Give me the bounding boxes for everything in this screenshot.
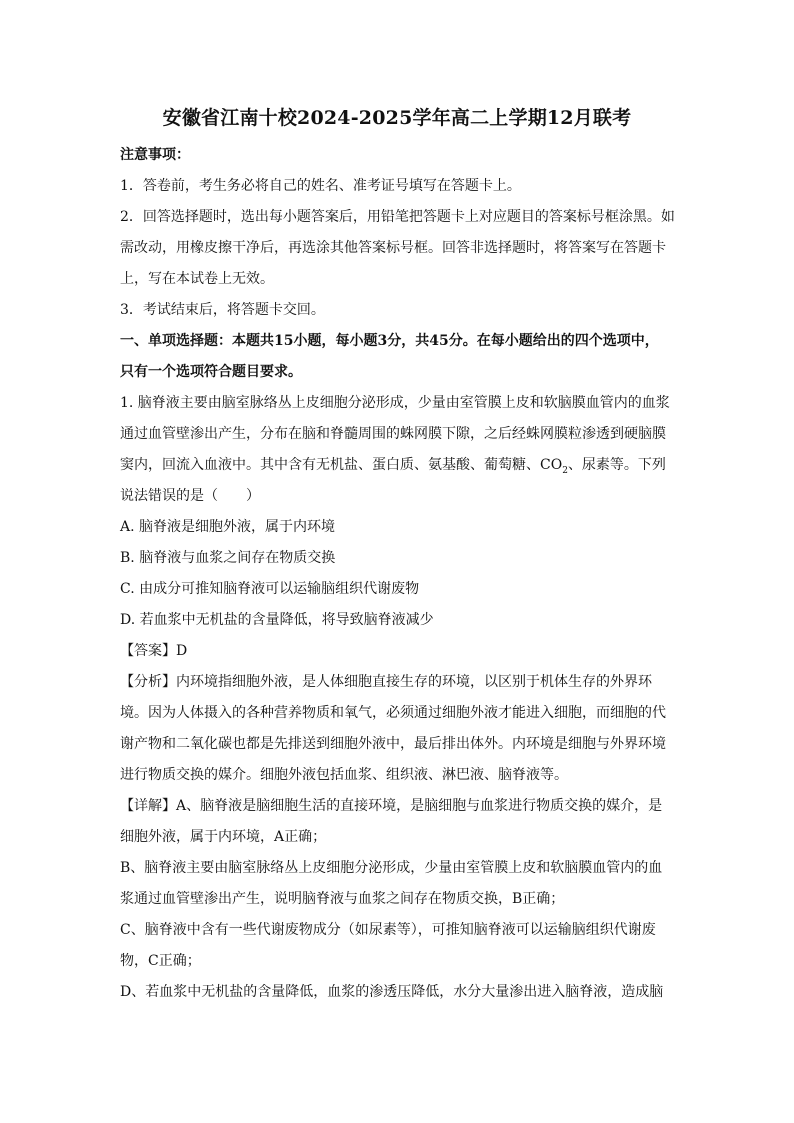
- detail-line-7: D、若血浆中无机盐的含量降低，血浆的渗透压降低，水分大量渗出进入脑脊液，造成脑: [120, 984, 664, 1000]
- section-heading-line-1: 一、单项选择题：本题共15小题，每小题3分，共45分。在每小题给出的四个选项中，: [120, 333, 659, 349]
- question-1-line-3: [120, 456, 666, 480]
- question-1-line-3-pre: 窦内，回流入血液中。其中含有无机盐、蛋白质、氨基酸、葡萄糖、CO: [120, 457, 563, 473]
- notice-item-2-line-1: 2．回答选择题时，选出每小题答案后，用铅笔把答题卡上对应题目的答案标号框涂黑。如: [120, 209, 675, 225]
- option-d: D. 若血浆中无机盐的含量降低，将导致脑脊液减少: [120, 612, 434, 628]
- analysis-line-4: 进行物质交换的媒介。细胞外液包括血浆、组织液、淋巴液、脑脊液等。: [120, 767, 568, 783]
- detail-line-4: 浆通过血管壁渗出产生，说明脑脊液与血浆之间存在物质交换，B正确；: [120, 891, 565, 907]
- option-c: C. 由成分可推知脑脊液可以运输脑组织代谢废物: [120, 581, 420, 597]
- question-1-line-3-post: 、尿素等。下列: [567, 457, 666, 473]
- notice-item-2-line-2: 需改动，用橡皮擦干净后，再选涂其他答案标号框。回答非选择题时，将答案写在答题卡: [120, 240, 666, 256]
- notice-item-3: 3．考试结束后，将答题卡交回。: [120, 302, 325, 318]
- answer-line: 【答案】D: [120, 643, 188, 659]
- co2-subscript: 2: [562, 465, 568, 476]
- analysis-line-2: 境。因为人体摄入的各种营养物质和氧气，必须通过细胞外液才能进入细胞，而细胞的代: [120, 705, 666, 721]
- question-1-line-1: 1. 脑脊液主要由脑室脉络丛上皮细胞分泌形成，少量由室管膜上皮和软脑膜血管内的血浆: [120, 395, 670, 411]
- page-title: 安徽省江南十校2024-2025学年高二上学期12月联考: [162, 107, 632, 129]
- detail-line-1: 【详解】A、脑脊液是脑细胞生活的直接环境，是脑细胞与血浆进行物质交换的媒介，是: [120, 798, 663, 814]
- question-1-line-2: 通过血管壁渗出产生，分布在脑和脊髓周围的蛛网膜下隙，之后经蛛网膜粒渗透到硬脑膜: [120, 426, 666, 442]
- detail-line-6: 物，C正确；: [120, 953, 201, 969]
- option-b: B. 脑脊液与血浆之间存在物质交换: [120, 550, 336, 566]
- notice-heading: 注意事项：: [120, 147, 190, 163]
- detail-line-5: C、脑脊液中含有一些代谢废物成分（如尿素等），可推知脑脊液可以运输脑组织代谢废: [120, 922, 656, 938]
- notice-item-1: 1．答卷前，考生务必将自己的姓名、准考证号填写在答题卡上。: [120, 178, 521, 194]
- analysis-line-1: 【分析】内环境指细胞外液，是人体细胞直接生存的环境，以区别于机体生存的外界环: [120, 674, 652, 690]
- section-heading-line-2: 只有一个选项符合题目要求。: [120, 364, 302, 380]
- detail-line-2: 细胞外液，属于内环境，A正确；: [120, 829, 327, 845]
- detail-line-3: B、脑脊液主要由脑室脉络丛上皮细胞分泌形成，少量由室管膜上皮和软脑膜血管内的血: [120, 860, 663, 876]
- question-1-line-4: 说法错误的是（ ）: [120, 488, 260, 504]
- notice-item-2-line-3: 上，写在本试卷上无效。: [120, 271, 274, 287]
- analysis-line-3: 谢产物和二氧化碳也都是先排送到细胞外液中，最后排出体外。内环境是细胞与外界环境: [120, 736, 666, 752]
- option-a: A. 脑脊液是细胞外液，属于内环境: [120, 519, 336, 535]
